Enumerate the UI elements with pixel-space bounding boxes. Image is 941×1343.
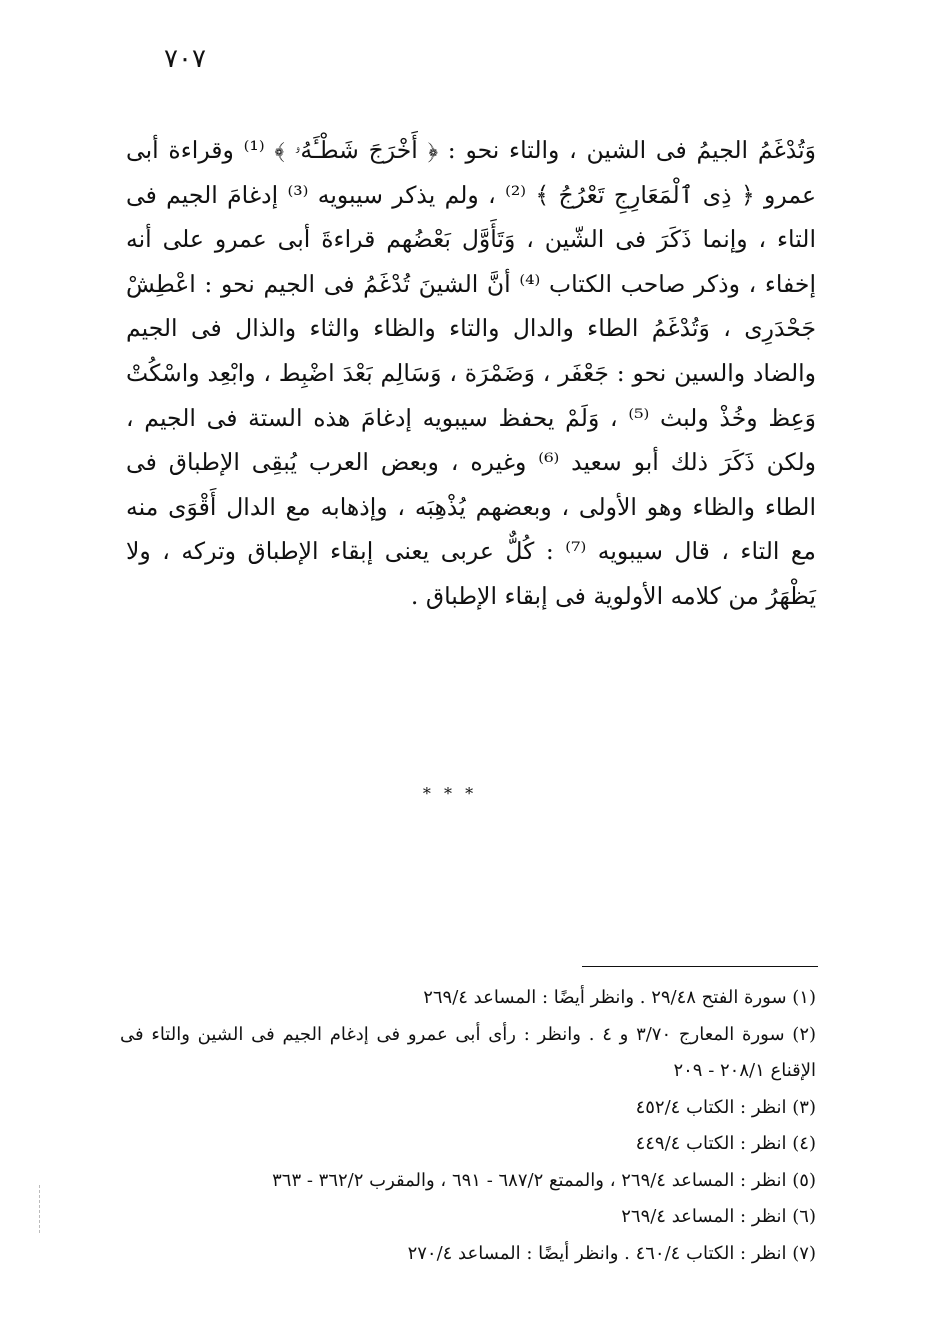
section-separator: * * * (422, 784, 478, 803)
footnote-7: (٧) انظر : الكتاب ٤٦٠/٤ . وانظر أيضًا : المساعد ٢٧٠/٤ (407, 1242, 816, 1264)
footnote-5: (٥) انظر : المساعد ٢٦٩/٤ ، والممتع ٦٨٧/٢ - ٦٩١ ، والمقرب ٣٦٢/٢ - ٣٦٣ (272, 1169, 816, 1191)
footnote-2: (٢) سورة المعارج ٣/٧٠ و ٤ . وانظر : رأى أبى عمرو فى إدغام الجيم فى الشين والتاء فى الإقناع ٢٠٨/١ - ٢٠٩ (120, 1023, 817, 1081)
main-text (126, 128, 816, 619)
footnote-6: (٦) انظر : المساعد ٢٦٩/٤ (621, 1206, 816, 1227)
footnote-3: (٣) انظر : الكتاب ٤٥٢/٤ (635, 1096, 816, 1118)
footnote-4: (٤) انظر : الكتاب ٤٤٩/٤ (635, 1133, 816, 1154)
footnotes (120, 980, 816, 1272)
footnote-divider (582, 966, 818, 967)
page-number: ٧٠٧ (164, 44, 206, 74)
footnote-1: (١) سورة الفتح ٢٩/٤٨ . وانظر أيضًا : المساعد ٢٦٩/٤ (423, 987, 816, 1008)
scan-edge-mark (39, 1185, 40, 1233)
main-paragraph: وَتُدْغَمُ الجيمُ فى الشين ، والتاء نحو : ﴿ أَخْرَجَ شَطْـَٔهُۥ ﴾ ⁽¹⁾ وقراءة أبى عمرو ﴿ ذِى ٱلْمَعَارِجِ تَعْرُجُ ﴾ ⁽²⁾ ، ولم يذكر سيبويه ⁽³⁾ إدغامَ الجيم فى التاء ، وإنما ذَكَرَ فى الشّين ، وَتَأَوَّل بَعْضُهم قراءةَ أبى عمرو على أنه إخفاء ، وذكر صاحب الكتاب ⁽⁴⁾ أنَّ الشينَ تُدْغَمُ فى الجيم نحو : اعْطِشْ جَحْدَرِى ، وَتُدْغَمُ الطاء والدال والتاء والظاء والثاء والذال فى الجيم والضاد والسين نحو : جَعْفَر ، وَضَمْرَة ، وَسَالِم بَعْدَ اضْبِط ، وابْعِد واسْكُتْ وَعِظ وخُذْ ولبث ⁽⁵⁾ ، وَلَمْ يحفظ سيبويه إدغامَ هذه الستة فى الجيم ، ولكن ذَكَرَ ذلك أبو سعيد ⁽⁶⁾ وغيره ، وبعض العرب يُبقِى الإطباق فى الطاء والظاء وهو الأولى ، وبعضهم يُذْهِبَه ، وإذهابه مع الدال أَقْوَى منه مع التاء ، قال سيبويه ⁽⁷⁾ : كُلٌّ عربى يعنى إبقاء الإطباق وتركه ، ولا يَظْهَرُ من كلامه الأولوية فى إبقاء الإطباق . (126, 136, 817, 610)
